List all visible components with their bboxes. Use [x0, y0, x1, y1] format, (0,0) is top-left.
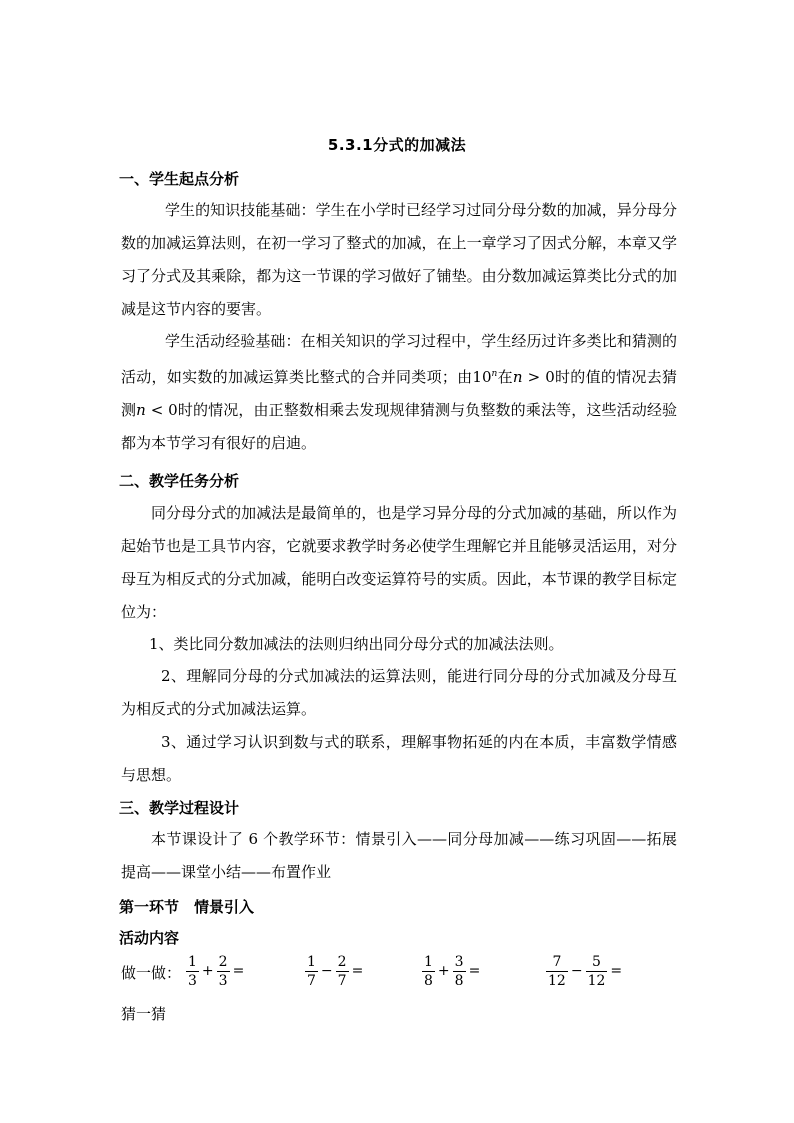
fraction: $\frac{5}{12}$: [587, 953, 606, 989]
fraction: $\frac{1}{7}$: [307, 953, 316, 989]
activity-content-heading: 活动内容: [119, 929, 180, 947]
goal-item-2: 2、理解同分母的分式加减法的运算法则，能进行同分母的分式加减及分母互为相反式的分式加减法运算。: [121, 667, 677, 718]
power-expression: [472, 368, 497, 386]
operator: +: [201, 963, 214, 979]
activity-text-4: 时的情况，由正整数相乘去发现规律猜测与负整数的乘法等，这些活动经验都为本节学习有很好的启迪。: [121, 401, 677, 452]
fraction: $\frac{2}{7}$: [337, 953, 347, 989]
operator: −: [320, 963, 333, 979]
try-label: 做一做：: [121, 964, 182, 982]
exercise-row: [121, 948, 681, 998]
var-n-1: n: [512, 368, 523, 386]
activity-text-1: 学生活动经验基础：在相关知识的学习过程中，学生经历过许多类比和猜测的活动，如实数的加减运算类比整式的合并同类项；由: [121, 332, 677, 386]
condition-negative: < 0: [145, 401, 178, 419]
activity-text-3: 时的值的情况去猜测: [121, 368, 677, 419]
fraction-expression-4: [545, 948, 624, 994]
fraction: $\frac{1}{8}$: [424, 953, 433, 989]
equals-sign: =: [468, 963, 481, 979]
equals-sign: =: [232, 963, 245, 979]
paragraph-activity-basis: [121, 325, 677, 460]
step1-heading: 第一环节 情景引入: [119, 898, 255, 916]
var-n-2: n: [136, 401, 146, 419]
fraction-expression-3: [421, 948, 482, 994]
fraction-expression-1: [185, 948, 246, 994]
section-heading-process-design: 三、教学过程设计: [119, 799, 240, 817]
fraction: $\frac{7}{12}$: [548, 953, 566, 989]
paragraph-knowledge-basis: 学生的知识技能基础：学生在小学时已经学习过同分母分数的加减，异分母分数的加减运算法则，在初一学习了整式的加减，在上一章学习了因式分解，本章又学习了分式及其乘除，都为这一节课的学习做好了铺垫。由分数加减运算类比分式的加减是这节内容的要害。: [121, 201, 677, 318]
section-heading-student-analysis: 一、学生起点分析: [119, 170, 240, 188]
equals-sign: =: [351, 963, 364, 979]
equals-sign: =: [610, 963, 623, 979]
guess-label: 猜一猜: [121, 1005, 167, 1023]
goal-item-1: 1、类比同分数加减法的法则归纳出同分母分式的加减法法则。: [149, 635, 564, 653]
fraction-expression-2: [304, 948, 365, 994]
paragraph-task-analysis: 同分母分式的加减法是最简单的，也是学习异分母的分式加减的基础，所以作为起始节也是工具节内容，它就要求教学时务必使学生理解它并且能够灵活运用，对分母互为相反式的分式加减，能明白改变运算符号的实质。因此，本节课的教学目标定位为：: [121, 504, 677, 621]
condition-positive: > 0: [522, 368, 555, 386]
fraction: $\frac{2}{3}$: [218, 953, 228, 989]
goal-item-3: 3、通过学习认识到数与式的联系，理解事物拓延的内在本质，丰富数学情感与思想。: [121, 733, 677, 784]
power-exponent: n: [491, 369, 498, 379]
fraction: $\frac{1}{3}$: [188, 953, 197, 989]
power-base: 10: [472, 368, 492, 386]
activity-text-2: 在: [497, 368, 513, 386]
section-heading-task-analysis: 二、教学任务分析: [119, 472, 240, 490]
paragraph-process-overview: 本节课设计了 6 个教学环节：情景引入——同分母加减——练习巩固——拓展提高——课堂小结——布置作业: [121, 830, 677, 881]
operator: +: [437, 963, 450, 979]
fraction: $\frac{3}{8}$: [454, 953, 464, 989]
operator: −: [570, 963, 583, 979]
page-title: 5.3.1分式的加减法: [327, 136, 467, 154]
